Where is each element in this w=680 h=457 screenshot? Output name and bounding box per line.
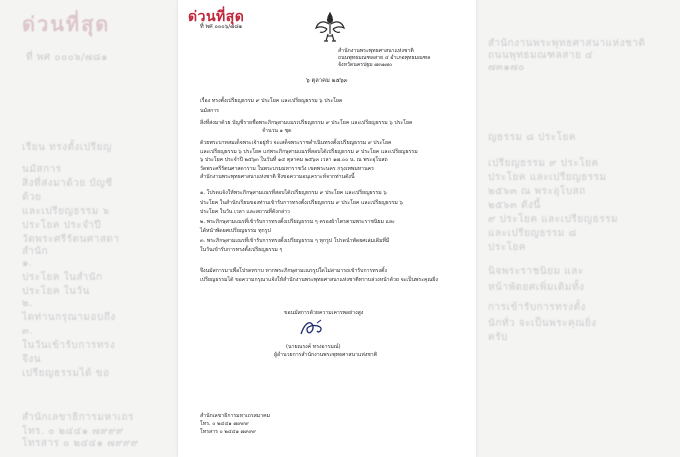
background-left-line: เรียน ทรงตั้งเปรียญ [22, 142, 112, 153]
background-right-line: การเข้ารับการทรงตั้ง [488, 302, 586, 313]
enclosure: สิ่งที่ส่งมาด้วย บัญชีรายชื่อพระภิกษุสามเณรเปรียญธรรม ๙ ประโยค และเปรียญธรรม ๖ ประโยค [200, 120, 413, 126]
signer-title: ผู้อำนวยการสำนักงานพระพุทธศาสนาแห่งชาติ [274, 352, 378, 358]
background-left-line: นมัสการ [22, 164, 62, 175]
enclosure-count: จำนวน ๑ ชุด [262, 128, 292, 134]
background-right-line: ๒๕๖๓ ณ พระอุโบสถ [488, 186, 586, 197]
body-paragraph-line: และเปรียญธรรม ๖ ประโยค แก่พระภิกษุสามเณรที่สอบได้เปรียญธรรม ๙ ประโยค และเปรียญธรรม [200, 148, 418, 155]
background-right-line: ๗๓๑๗๐ [488, 62, 525, 73]
background-left-line: และเปรียญธรรม ๖ [22, 206, 110, 217]
background-left-line: ๓. [22, 326, 34, 337]
background-left-line: สำนัก [22, 246, 49, 257]
background-left-line: สำนักเลขาธิการมหาเถร [22, 412, 134, 423]
background-left-line: ด้วย [22, 192, 42, 203]
background-right-copy [472, 0, 680, 457]
reference-number: ที่ พศ ๐๐๐๖/๗๘๑ [200, 24, 243, 30]
background-right-line: สำนักงานพระพุทธศาสนาแห่งชาติ [488, 38, 646, 49]
sender-address-line: สำนักงานพระพุทธศาสนาแห่งชาติ [338, 48, 414, 54]
letter-page [178, 0, 476, 457]
background-left-line: ๑. [22, 258, 33, 269]
letter-date: ๖ ตุลาคม ๒๕๖๓ [306, 78, 348, 84]
background-left-line: โทรสาร ๐ ๒๔๔๑ ๗๙๙๙ [22, 438, 139, 449]
garuda-emblem-icon [315, 10, 345, 44]
background-right-line: ญธรรม ๘ ประโยค [488, 132, 577, 143]
background-left-line: ๒. [22, 298, 33, 309]
background-right-line: เปรียญธรรม ๙ ประโยค [488, 158, 599, 169]
sender-address-line: ถนนพุทธมณฑลสาย ๔ อำเภอพุทธมณฑล [338, 55, 431, 61]
footer-contact-line: โทร. ๐ ๒๔๔๑ ๗๙๙๙ [200, 421, 249, 427]
footer-contact-line: สำนักเลขาธิการมหาเถรสมาคม [200, 413, 271, 419]
background-left-line: ประโยค ประจำปี [22, 220, 102, 231]
background-left-line: ในวันเข้ารับการทรง [22, 340, 116, 351]
background-urgent-stamp: ด่วนที่สุด [22, 12, 111, 36]
background-right-line: ถนนพุทธมณฑลสาย ๔ [488, 50, 594, 61]
background-left-line: ประโยค ในวัน [22, 286, 90, 297]
request-item-line: ได้หน้าพัดยศเปรียญธรรม ทุกรูป [200, 228, 271, 234]
body-paragraph-line: สำนักงานพระพุทธศาสนาแห่งชาติ จึงขอความอนุเคราะห์จากท่านดังนี้ [200, 174, 355, 180]
background-left-line: เปรียญธรรมได้ ขอ [22, 368, 110, 379]
background-right-line: นักทั่ว จะเป็นพระคุณยิ่ง [488, 318, 597, 329]
background-right-line: ๒๕๖๓ ดังนี้ [488, 200, 541, 211]
closing-paragraph-line: เปรียญธรรมได้ ขอความกรุณาแจ้งให้สำนักงานพระพุทธศาสนาแห่งชาติทราบล่วงหน้าด้วย จะเป็นพระคุณยิ่ง [200, 277, 438, 283]
salutation: นมัสการ [200, 108, 219, 114]
body-paragraph-line: ด้วยพระบาทสมเด็จพระเจ้าอยู่หัว จะเสด็จพระราชดำเนินทรงตั้งเปรียญธรรม ๙ ประโยค [200, 140, 392, 146]
letter-subject: เรื่อง ทรงตั้งเปรียญธรรม ๙ ประโยค และเปรียญธรรม ๖ ประโยค [200, 98, 343, 104]
closing-phrase: ขอนมัสการด้วยความเคารพอย่างสูง [284, 310, 364, 316]
background-left-line: สิ่งที่ส่งมาด้วย บัญชี [22, 178, 113, 189]
background-right-line: หน้าพัดยศเพิ่มเติมทั้ง [488, 282, 585, 293]
signature-icon [293, 318, 333, 340]
background-left-line: ที่ พศ ๐๐๐๖/๗๘๑ [26, 52, 108, 63]
request-item-line: ๒. พระภิกษุสามเณรที่เข้ารับการทรงตั้งเปรียญธรรม ๆ ครองผ้าไตรตามพระราชนิยม และ [200, 218, 395, 225]
background-left-line: วัดพระศรีรัตนศาสดา [22, 234, 120, 245]
background-left-line: จึงน [22, 354, 42, 365]
background-left-line: โทร. ๐ ๒๔๔๑ ๗๙๙๙ [22, 426, 124, 437]
request-item-line: ในวันเข้ารับการทรงตั้งเปรียญธรรม ๆ [200, 247, 283, 253]
signer-name: (นายณรงค์ ทรงอารมณ์) [286, 344, 341, 350]
background-right-line: ประโยค และเปรียญธรรม [488, 172, 607, 183]
closing-paragraph-line: จึงนมัสการมาเพื่อโปรดทราบ หากพระภิกษุสามเณรรูปใดไม่สามารถเข้ารับการทรงตั้ง [200, 268, 387, 274]
background-left-line: ประโยค ในสำนัก [22, 272, 103, 283]
background-right-line: ครับ [488, 332, 508, 343]
sender-address-line: จังหวัดนครปฐม ๗๓๑๗๐ [338, 62, 393, 68]
request-item-line: ประโยค ในสำนักเรียนของท่านเข้ารับการทรงตั้งเปรียญธรรม ๙ ประโยค และเปรียญธรรม ๖ [200, 199, 403, 206]
background-right-line: นิจพระราชนิยม และ [488, 266, 584, 277]
body-paragraph-line: วัดพระศรีรัตนศาสดาราม ในพระบรมมหาราชวัง เขตพระนคร กรุงเทพมหานคร [200, 165, 374, 172]
background-left-line: ไดท่านกรุณามอบถึง [22, 312, 116, 323]
urgent-stamp: ด่วนที่สุด [188, 9, 245, 25]
footer-contact-line: โทรสาร ๐ ๒๔๔๑ ๗๙๙๙ [200, 429, 256, 435]
body-paragraph-line: ๖ ประโยค ประจำปี ๒๕๖๓ ในวันที่ ๑๔ ตุลาคม ๒๕๖๓ เวลา ๑๗.๐๐ น. ณ พระอุโบสถ [200, 157, 388, 163]
request-item-line: ๑. โปรดแจ้งให้พระภิกษุสามเณรที่สอบได้เปรียญธรรม ๙ ประโยค และเปรียญธรรม ๖ [200, 190, 387, 196]
background-right-line: และเปรียญธรรม ๘ [488, 228, 577, 239]
background-right-line: ประโยค [488, 242, 527, 253]
background-right-line: ๙ ประโยค และเปรียญธรรม [488, 214, 619, 225]
request-item-line: ประโยค ในวัน เวลา และสถานที่ดังกล่าว [200, 209, 290, 215]
background-left-copy [0, 0, 170, 457]
request-item-line: ๓. พระภิกษุสามเณรที่เข้ารับการทรงตั้งเปรียญธรรม ๆ ทุกรูป โปรดนำพัดยศเล่มเดิมที่มี [200, 237, 390, 244]
